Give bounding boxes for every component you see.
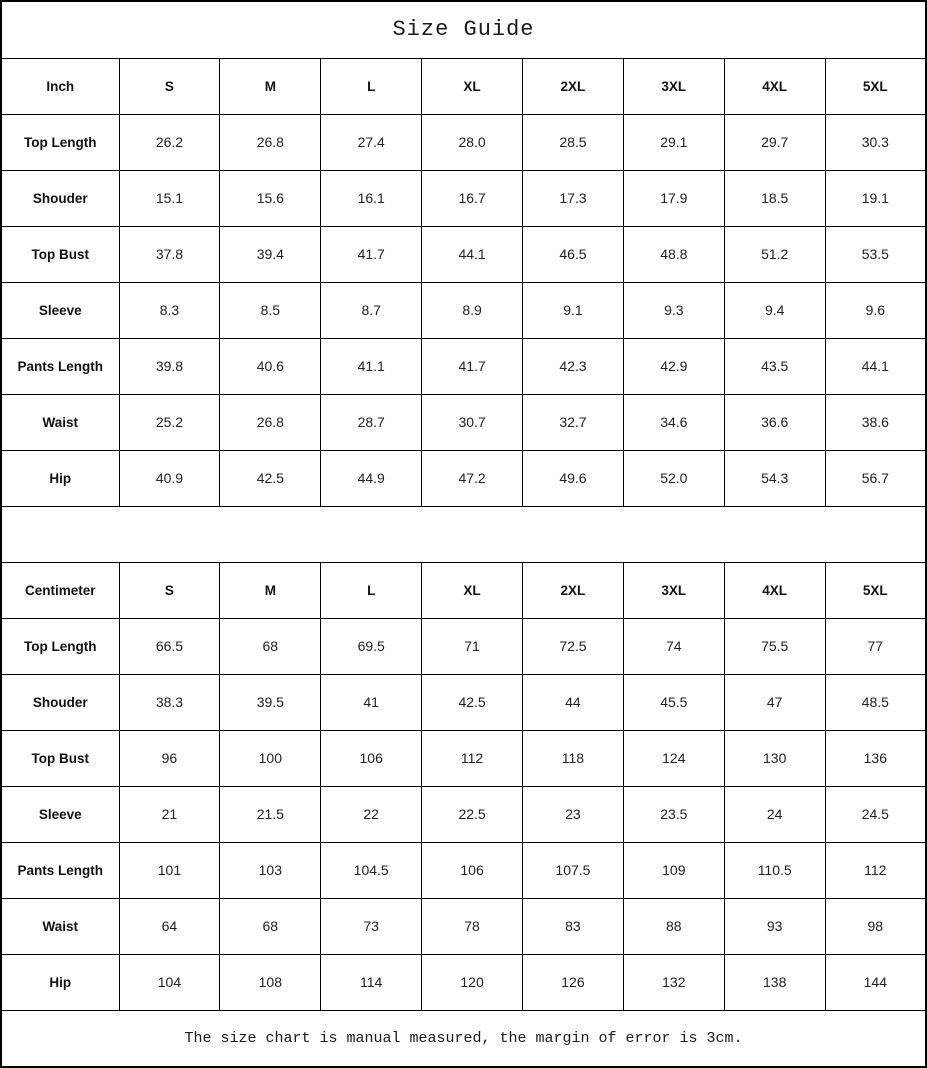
size-value: 136: [825, 730, 926, 786]
size-value: 78: [422, 898, 523, 954]
table-row: [1, 170, 926, 226]
size-value: 112: [825, 842, 926, 898]
centimeter-header-row: [1, 562, 926, 618]
size-value: 42.3: [523, 338, 624, 394]
size-value: 42.5: [422, 674, 523, 730]
size-value: 27.4: [321, 114, 422, 170]
table-row: [1, 226, 926, 282]
size-value: 44: [523, 674, 624, 730]
size-header: M: [220, 58, 321, 114]
size-value: 49.6: [523, 450, 624, 506]
size-value: 41.7: [422, 338, 523, 394]
size-value: 30.7: [422, 394, 523, 450]
size-value: 24: [724, 786, 825, 842]
size-header: S: [119, 58, 220, 114]
spacer-cell: [1, 506, 926, 562]
size-header: XL: [422, 58, 523, 114]
row-label: Pants Length: [1, 338, 119, 394]
size-value: 15.6: [220, 170, 321, 226]
row-label: Hip: [1, 954, 119, 1010]
table-row: [1, 618, 926, 674]
size-value: 44.1: [825, 338, 926, 394]
size-value: 8.5: [220, 282, 321, 338]
size-value: 56.7: [825, 450, 926, 506]
size-value: 8.3: [119, 282, 220, 338]
size-header: M: [220, 562, 321, 618]
size-value: 106: [321, 730, 422, 786]
table-row: [1, 674, 926, 730]
size-value: 21: [119, 786, 220, 842]
title-row: [1, 1, 926, 58]
size-value: 45.5: [623, 674, 724, 730]
size-value: 17.3: [523, 170, 624, 226]
size-value: 32.7: [523, 394, 624, 450]
spacer-row: [1, 506, 926, 562]
size-value: 109: [623, 842, 724, 898]
size-header: 3XL: [623, 58, 724, 114]
size-value: 74: [623, 618, 724, 674]
size-value: 110.5: [724, 842, 825, 898]
size-value: 40.9: [119, 450, 220, 506]
table-row: [1, 450, 926, 506]
size-value: 107.5: [523, 842, 624, 898]
size-value: 16.7: [422, 170, 523, 226]
page-title: Size Guide: [1, 1, 926, 58]
size-value: 68: [220, 618, 321, 674]
size-value: 29.7: [724, 114, 825, 170]
size-value: 64: [119, 898, 220, 954]
size-value: 100: [220, 730, 321, 786]
size-value: 53.5: [825, 226, 926, 282]
size-value: 51.2: [724, 226, 825, 282]
size-value: 66.5: [119, 618, 220, 674]
size-header: 4XL: [724, 58, 825, 114]
size-value: 41.1: [321, 338, 422, 394]
size-value: 9.1: [523, 282, 624, 338]
size-value: 38.3: [119, 674, 220, 730]
size-header: 3XL: [623, 562, 724, 618]
size-value: 28.0: [422, 114, 523, 170]
table-row: [1, 786, 926, 842]
size-value: 104: [119, 954, 220, 1010]
table-row: [1, 898, 926, 954]
size-value: 98: [825, 898, 926, 954]
size-value: 44.9: [321, 450, 422, 506]
size-value: 16.1: [321, 170, 422, 226]
size-value: 68: [220, 898, 321, 954]
table-row: [1, 282, 926, 338]
row-label: Waist: [1, 394, 119, 450]
size-value: 8.9: [422, 282, 523, 338]
size-value: 41.7: [321, 226, 422, 282]
size-value: 28.7: [321, 394, 422, 450]
size-value: 106: [422, 842, 523, 898]
size-value: 29.1: [623, 114, 724, 170]
size-value: 88: [623, 898, 724, 954]
size-value: 44.1: [422, 226, 523, 282]
size-value: 96: [119, 730, 220, 786]
size-value: 22: [321, 786, 422, 842]
size-value: 52.0: [623, 450, 724, 506]
size-value: 120: [422, 954, 523, 1010]
size-value: 132: [623, 954, 724, 1010]
inch-header-row: [1, 58, 926, 114]
size-header: S: [119, 562, 220, 618]
table-row: [1, 394, 926, 450]
table-row: [1, 954, 926, 1010]
row-label: Sleeve: [1, 786, 119, 842]
size-value: 19.1: [825, 170, 926, 226]
footer-note: The size chart is manual measured, the margin of error is 3cm.: [1, 1010, 926, 1067]
size-value: 54.3: [724, 450, 825, 506]
row-label: Top Length: [1, 114, 119, 170]
size-value: 126: [523, 954, 624, 1010]
size-value: 21.5: [220, 786, 321, 842]
size-value: 75.5: [724, 618, 825, 674]
size-value: 18.5: [724, 170, 825, 226]
size-value: 39.4: [220, 226, 321, 282]
size-value: 26.8: [220, 114, 321, 170]
size-value: 69.5: [321, 618, 422, 674]
size-value: 23: [523, 786, 624, 842]
unit-header-centimeter: Centimeter: [1, 562, 119, 618]
size-header: 4XL: [724, 562, 825, 618]
size-value: 77: [825, 618, 926, 674]
size-value: 39.5: [220, 674, 321, 730]
footer-row: [1, 1010, 926, 1067]
size-value: 47: [724, 674, 825, 730]
size-value: 42.5: [220, 450, 321, 506]
size-value: 138: [724, 954, 825, 1010]
size-value: 72.5: [523, 618, 624, 674]
size-value: 37.8: [119, 226, 220, 282]
size-value: 118: [523, 730, 624, 786]
size-value: 104.5: [321, 842, 422, 898]
row-label: Top Length: [1, 618, 119, 674]
size-value: 48.8: [623, 226, 724, 282]
size-value: 41: [321, 674, 422, 730]
size-value: 30.3: [825, 114, 926, 170]
size-header: 2XL: [523, 58, 624, 114]
size-value: 114: [321, 954, 422, 1010]
size-value: 40.6: [220, 338, 321, 394]
size-value: 34.6: [623, 394, 724, 450]
size-value: 144: [825, 954, 926, 1010]
size-value: 46.5: [523, 226, 624, 282]
size-value: 124: [623, 730, 724, 786]
row-label: Top Bust: [1, 730, 119, 786]
size-value: 101: [119, 842, 220, 898]
size-header: XL: [422, 562, 523, 618]
size-value: 43.5: [724, 338, 825, 394]
size-value: 73: [321, 898, 422, 954]
size-value: 23.5: [623, 786, 724, 842]
size-value: 108: [220, 954, 321, 1010]
table-row: [1, 842, 926, 898]
size-value: 36.6: [724, 394, 825, 450]
size-value: 22.5: [422, 786, 523, 842]
size-header: 5XL: [825, 562, 926, 618]
row-label: Sleeve: [1, 282, 119, 338]
row-label: Pants Length: [1, 842, 119, 898]
table-row: [1, 338, 926, 394]
size-value: 15.1: [119, 170, 220, 226]
size-value: 130: [724, 730, 825, 786]
size-value: 93: [724, 898, 825, 954]
size-value: 71: [422, 618, 523, 674]
size-value: 26.8: [220, 394, 321, 450]
size-value: 9.6: [825, 282, 926, 338]
row-label: Hip: [1, 450, 119, 506]
row-label: Shouder: [1, 170, 119, 226]
size-value: 39.8: [119, 338, 220, 394]
size-header: 2XL: [523, 562, 624, 618]
size-value: 103: [220, 842, 321, 898]
table-row: [1, 114, 926, 170]
size-value: 9.3: [623, 282, 724, 338]
size-value: 26.2: [119, 114, 220, 170]
size-value: 17.9: [623, 170, 724, 226]
size-value: 28.5: [523, 114, 624, 170]
size-value: 42.9: [623, 338, 724, 394]
size-header: L: [321, 562, 422, 618]
unit-header-inch: Inch: [1, 58, 119, 114]
size-value: 83: [523, 898, 624, 954]
size-header: L: [321, 58, 422, 114]
size-header: 5XL: [825, 58, 926, 114]
size-value: 48.5: [825, 674, 926, 730]
size-value: 38.6: [825, 394, 926, 450]
size-value: 9.4: [724, 282, 825, 338]
size-value: 8.7: [321, 282, 422, 338]
size-value: 24.5: [825, 786, 926, 842]
row-label: Waist: [1, 898, 119, 954]
row-label: Top Bust: [1, 226, 119, 282]
row-label: Shouder: [1, 674, 119, 730]
size-value: 25.2: [119, 394, 220, 450]
size-value: 112: [422, 730, 523, 786]
table-row: [1, 730, 926, 786]
size-value: 47.2: [422, 450, 523, 506]
